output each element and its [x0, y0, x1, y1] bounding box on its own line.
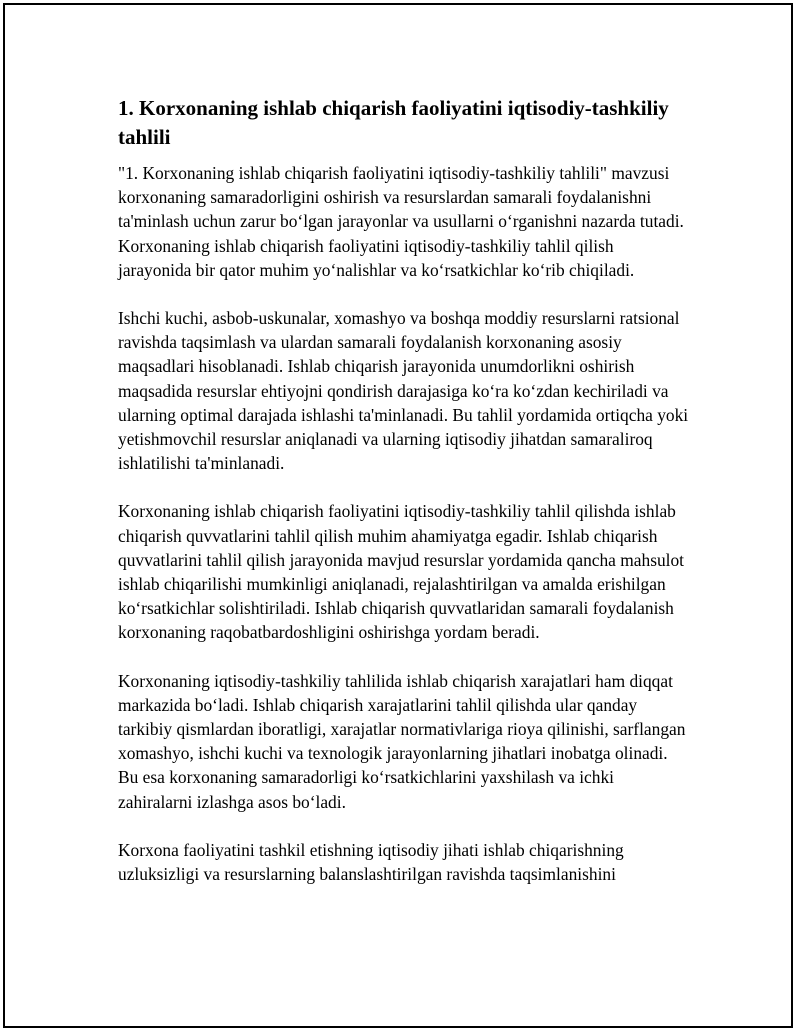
paragraph-2: Ishchi kuchi, asbob-uskunalar, xomashyo va boshqa moddiy resurslarni ratsional ravishda taqsimlash va ulardan samarali foydalanish korxonaning asosiy maqsadlari hisoblanadi. Ishlab chiqarish jarayonida unumdorlikni oshirish maqsadida resurslar ehtiyojni qondirish darajasiga ko‘ra ko‘zdan kechiriladi va ularning optimal darajada ishlashi ta'minlanadi. Bu tahlil yordamida ortiqcha yoki yetishmovchil resurslar aniqlanadi va ularning iqtisodiy jihatdan samaraliroq ishlatilishi ta'minlanadi. [118, 308, 689, 474]
section-heading: 1. Korxonaning ishlab chiqarish faoliyatini iqtisodiy-tashkiliy tahlili [118, 96, 669, 149]
paragraph-1: "1. Korxonaning ishlab chiqarish faoliyatini iqtisodiy-tashkiliy tahlili" mavzusi korxonaning samaradorligini oshirish va resurslardan samarali foydalanishni ta'minlash uchun zarur bo‘lgan jarayonlar va usullarni o‘rganishni nazarda tutadi. Korxonaning ishlab chiqarish faoliyatini iqtisodiy-tashkiliy tahlil qilish jarayonida bir qator muhim yo‘nalishlar va ko‘rsatkichlar ko‘rib chiqiladi. [118, 163, 684, 280]
paragraph-4: Korxonaning iqtisodiy-tashkiliy tahlilida ishlab chiqarish xarajatlari ham diqqat markazida bo‘ladi. Ishlab chiqarish xarajatlarini tahlil qilishda ular qanday tarkibiy qismlardan iboratligi, xarajatlar normativlariga rioya qilinishi, sarflangan xomashyo, ishchi kuchi va texnologik jarayonlarning jihatlari inobatga olinadi. Bu esa korxonaning samaradorligi ko‘rsatkichlarini yaxshilash va ichki zahiralarni izlashga asos bo‘ladi. [118, 670, 686, 812]
paragraph-3: Korxonaning ishlab chiqarish faoliyatini iqtisodiy-tashkiliy tahlil qilishda ishlab chiqarish quvvatlarini tahlil qilish muhim ahamiyatga egadir. Ishlab chiqarish quvvatlarini tahlil qilish jarayonida mavjud resurslar yordamida qancha mahsulot ishlab chiqarilishi mumkinligi aniqlanadi, rejalashtirilgan va amalda erishilgan ko‘rsatkichlar solishtiriladi. Ishlab chiqarish quvvatlaridan samarali foydalanish korxonaning raqobatbardoshligini oshirishga yordam beradi. [118, 501, 685, 643]
paragraph-5: Korxona faoliyatini tashkil etishning iqtisodiy jihati ishlab chiqarishning uzluksizligi va resurslarning balanslashtirilgan ravishda taqsimlanishini [118, 839, 624, 885]
document-body [118, 94, 690, 910]
